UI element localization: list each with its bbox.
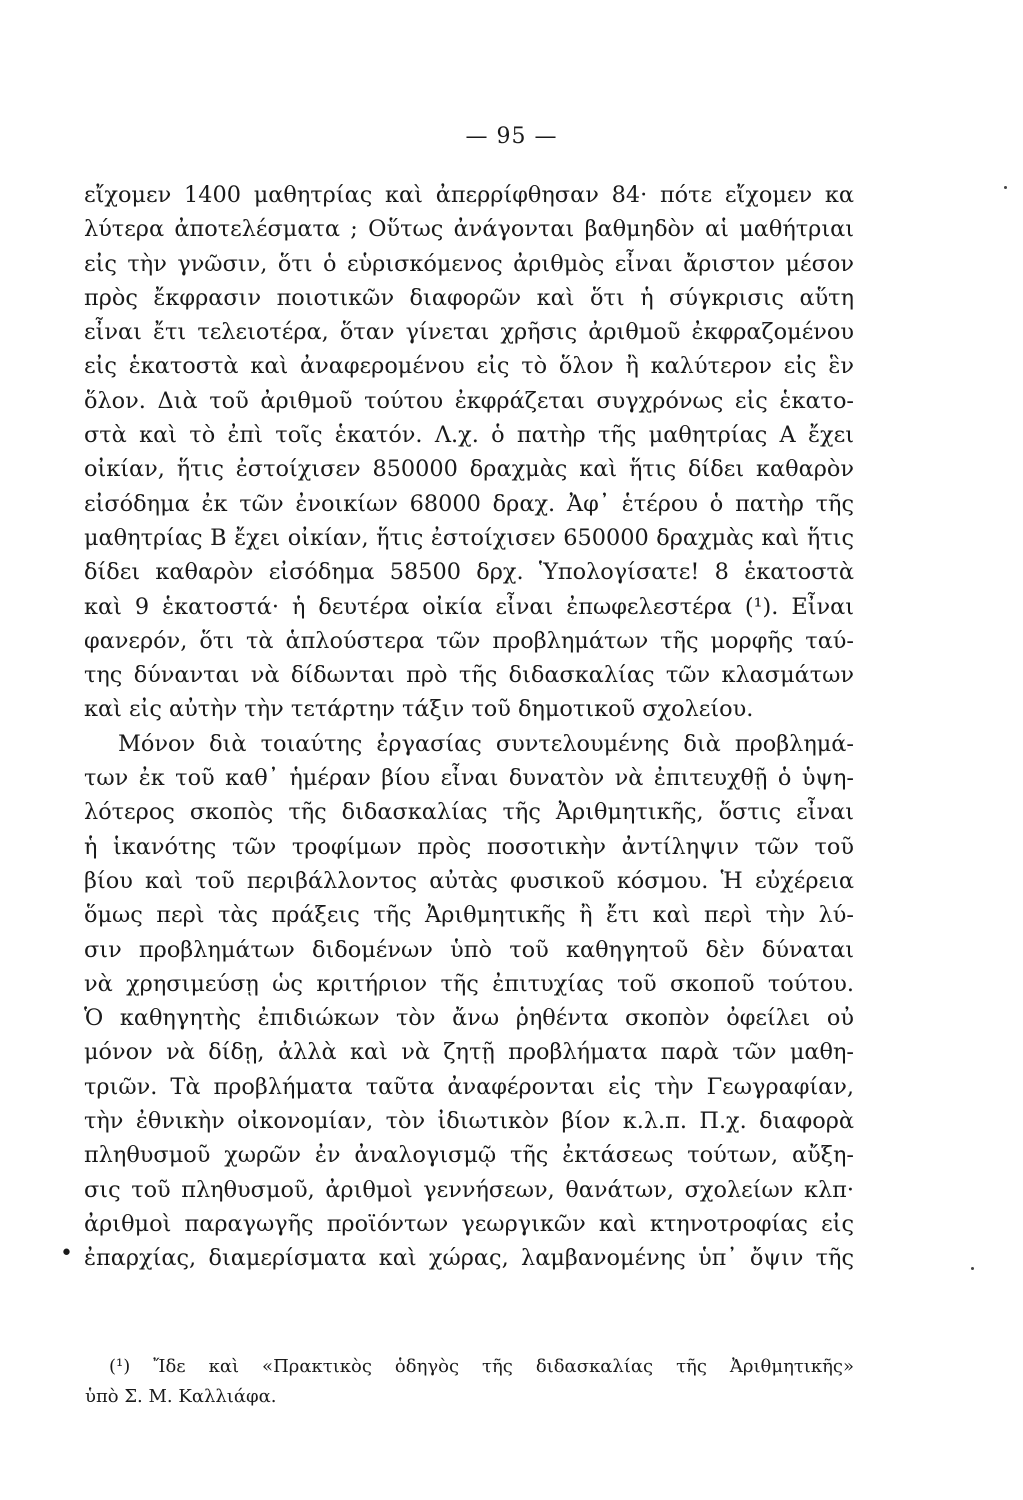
text-line: στὰ καὶ τὸ ἐπὶ τοῖς ἑκατόν. Λ.χ. ὁ πατὴρ τῆς μαθητρίας Α ἔχει	[84, 422, 854, 449]
text-line: σις τοῦ πληθυσμοῦ, ἀριθμοὶ γεννήσεων, θανάτων, σχολείων κλπ·	[84, 1176, 854, 1203]
text-line: μαθητρίας Β ἔχει οἰκίαν, ἥτις ἐστοίχισεν 650000 δραχμὰς καὶ ἥτις	[84, 524, 854, 551]
body-text	[84, 178, 854, 1276]
text-line: Μόνον διὰ τοιαύτης ἐργασίας συντελουμένης διὰ προβλημά-	[118, 730, 854, 757]
text-line: της δύνανται νὰ δίδωνται πρὸ τῆς διδασκαλίας τῶν κλασμάτων	[84, 662, 854, 689]
footnote-line-2: ὑπὸ Σ. Μ. Καλλιάφα.	[85, 1386, 277, 1407]
text-line: ἡ ἱκανότης τῶν τροφίμων πρὸς ποσοτικὴν ἀντίληψιν τῶν τοῦ	[84, 833, 854, 860]
text-line: φανερόν, ὅτι τὰ ἁπλούστερα τῶν προβλημάτων τῆς μορφῆς ταύ-	[84, 627, 854, 654]
text-line: εἴχομεν 1400 μαθητρίας καὶ ἀπερρίφθησαν 84· πότε εἴχομεν κα	[84, 182, 854, 208]
text-line: εἰς ἑκατοστὰ καὶ ἀναφερομένου εἰς τὸ ὅλον ἢ καλύτερον εἰς ἓν	[84, 353, 854, 380]
text-line: λότερος σκοπὸς τῆς διδασκαλίας τῆς Ἀριθμητικῆς, ὅστις εἶναι	[84, 799, 854, 826]
text-line: τριῶν. Τὰ προβλήματα ταῦτα ἀναφέρονται εἰς τὴν Γεωγραφίαν,	[84, 1073, 854, 1100]
text-line: ὅμως περὶ τὰς πράξεις τῆς Ἀριθμητικῆς ἢ ἔτι καὶ περὶ τὴν λύ-	[84, 902, 854, 929]
footnote	[85, 1352, 854, 1412]
text-line: βίου καὶ τοῦ περιβάλλοντος αὐτὰς φυσικοῦ κόσμου. Ἡ εὐχέρεια	[84, 867, 854, 894]
text-line: εἰσόδημα ἐκ τῶν ἐνοικίων 68000 δραχ. Ἀφ᾽ ἑτέρου ὁ πατὴρ τῆς	[84, 490, 854, 517]
text-line: μόνον νὰ δίδῃ, ἀλλὰ καὶ νὰ ζητῇ προβλήματα παρὰ τῶν μαθη-	[84, 1039, 854, 1066]
text-line: εἰς τὴν γνῶσιν, ὅτι ὁ εὑρισκόμενος ἀριθμὸς εἶναι ἄριστον μέσον	[84, 250, 854, 277]
text-line: Ὁ καθηγητὴς ἐπιδιώκων τὸν ἄνω ῥηθέντα σκοπὸν ὀφείλει οὐ	[84, 1005, 854, 1032]
text-line: πληθυσμοῦ χωρῶν ἐν ἀναλογισμῷ τῆς ἐκτάσεως τούτων, αὔξη-	[84, 1142, 854, 1169]
text-line: ἐπαρχίας, διαμερίσματα καὶ χώρας, λαμβανομένης ὑπ᾽ ὄψιν τῆς	[84, 1245, 854, 1272]
page-number: — 95 —	[465, 124, 558, 149]
text-line: εἶναι ἔτι τελειοτέρα, ὅταν γίνεται χρῆσις ἀριθμοῦ ἐκφραζομένου	[84, 319, 854, 346]
text-line: δίδει καθαρὸν εἰσόδημα 58500 δρχ. Ὑπολογίσατε! 8 ἑκατοστὰ	[84, 559, 854, 586]
text-line: σιν προβλημάτων διδομένων ὑπὸ τοῦ καθηγητοῦ δὲν δύναται	[84, 936, 854, 963]
text-line: ἀριθμοὶ παραγωγῆς προϊόντων γεωργικῶν καὶ κτηνοτροφίας εἰς	[84, 1210, 854, 1237]
text-line: ὅλον. Διὰ τοῦ ἀριθμοῦ τούτου ἐκφράζεται συγχρόνως εἰς ἑκατο-	[84, 387, 854, 414]
text-line: οἰκίαν, ἥτις ἐστοίχισεν 850000 δραχμὰς καὶ ἥτις δίδει καθαρὸν	[84, 456, 854, 483]
text-line: νὰ χρησιμεύσῃ ὡς κριτήριον τῆς ἐπιτυχίας τοῦ σκοποῦ τούτου.	[84, 970, 854, 997]
text-line: των ἐκ τοῦ καθ᾽ ἡμέραν βίου εἶναι δυνατὸν νὰ ἐπιτευχθῇ ὁ ὑψη-	[84, 765, 854, 792]
scan-speck	[1004, 186, 1007, 189]
scan-speck	[971, 1267, 974, 1270]
text-line: λύτερα ἀποτελέσματα ; Οὕτως ἀνάγονται βαθμηδὸν αἱ μαθήτριαι	[84, 216, 854, 243]
text-line: τὴν ἐθνικὴν οἰκονομίαν, τὸν ἰδιωτικὸν βίον κ.λ.π. Π.χ. διαφορὰ	[84, 1108, 854, 1135]
text-line: πρὸς ἔκφρασιν ποιοτικῶν διαφορῶν καὶ ὅτι ἡ σύγκρισις αὕτη	[84, 284, 854, 311]
margin-bullet-mark: •	[60, 1241, 73, 1266]
text-line: καὶ 9 ἑκατοστά· ἡ δευτέρα οἰκία εἶναι ἐπωφελεστέρα (¹). Εἶναι	[84, 593, 854, 620]
footnote-line-1: (¹) Ἴδε καὶ «Πρακτικὸς ὁδηγὸς τῆς διδασκαλίας τῆς Ἀριθμητικῆς»	[109, 1356, 854, 1377]
text-line: καὶ εἰς αὐτὴν τὴν τετάρτην τάξιν τοῦ δημοτικοῦ σχολείου.	[84, 696, 754, 723]
